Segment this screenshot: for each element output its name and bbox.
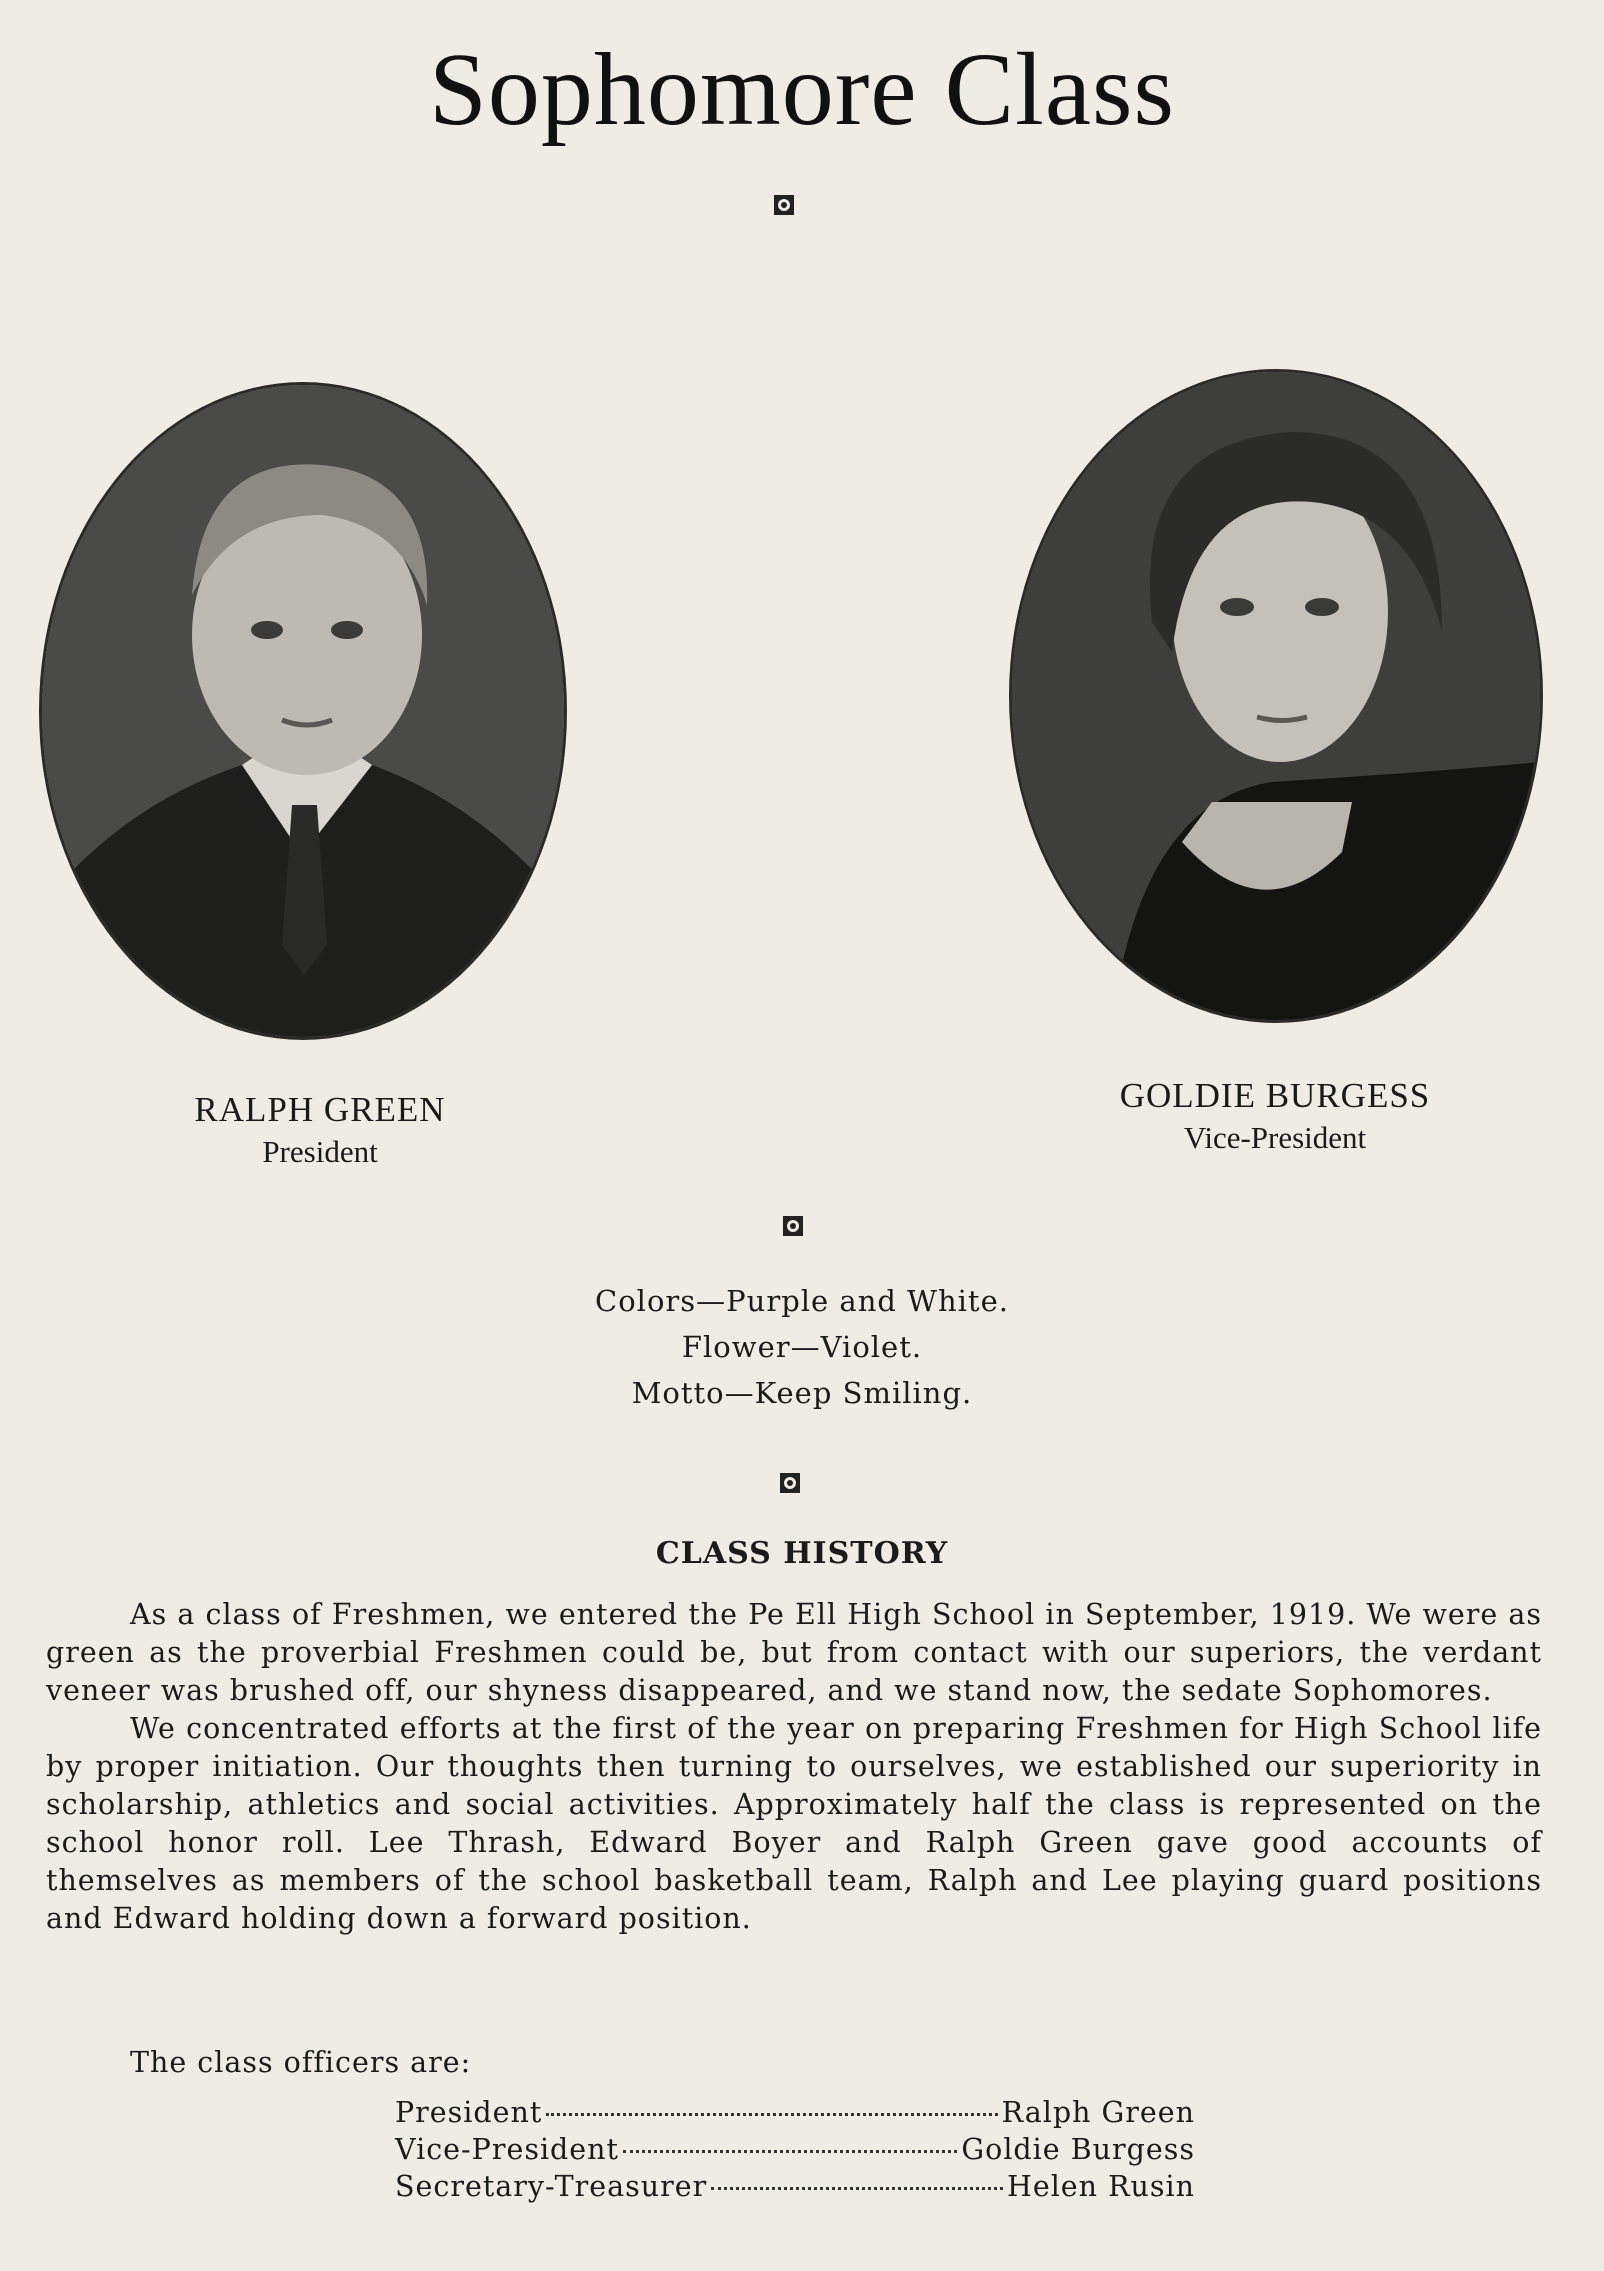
- class-facts: [0, 1278, 1604, 1416]
- class-motto: Motto—Keep Smiling.: [631, 1376, 973, 1410]
- portrait-ralph-green: [42, 385, 564, 1037]
- dot-leader: [546, 2113, 997, 2116]
- class-history-heading: CLASS HISTORY: [655, 1536, 949, 1571]
- history-paragraph: We concentrated efforts at the first of the year on preparing Freshmen for High School life by proper initiation. Our thoughts then turning to ourselves, we established our superiority in scholarship, athletics and social activities. Approximately half the class is represented on the school honor roll. Lee Thrash, Edward Boyer and Ralph Green gave good accounts of themselves as members of the school basketball team, Ralph and Lee playing guard positions and Edward holding down a forward position.: [46, 1712, 1542, 1935]
- caption-ralph-green: [120, 1090, 520, 1170]
- officer-role: President: [262, 1134, 378, 1169]
- officer-name: Helen Rusin: [1006, 2170, 1195, 2203]
- portrait-ralph-green-image: [42, 385, 564, 1037]
- officer-row: [395, 2168, 1195, 2205]
- officer-role: Vice-President: [1183, 1120, 1367, 1155]
- history-paragraph: As a class of Freshmen, we entered the Pe Ell High School in September, 1919. We were as green as the proverbial Freshmen could be, but from contact with our superiors, the verdant veneer was brushed off, our shyness disappeared, and we stand now, the sedate Sophomores.: [46, 1598, 1542, 1707]
- flower-ornament-icon: [780, 1213, 806, 1239]
- flower-ornament-icon: [777, 1470, 803, 1496]
- caption-goldie-burgess: [1075, 1076, 1475, 1156]
- officers-list: [395, 2094, 1195, 2205]
- officer-row: [395, 2094, 1195, 2131]
- portrait-goldie-burgess-image: [1012, 372, 1540, 1020]
- officer-title: Vice-President: [395, 2133, 619, 2166]
- page-title: Sophomore Class: [429, 32, 1175, 147]
- class-history-text: [46, 1596, 1542, 1938]
- dot-leader: [711, 2187, 1003, 2190]
- officers-intro: The class officers are:: [130, 2046, 472, 2079]
- class-flower: Flower—Violet.: [681, 1330, 923, 1364]
- officer-title: Secretary-Treasurer: [395, 2170, 708, 2203]
- officer-name: Goldie Burgess: [961, 2133, 1195, 2166]
- officer-name: GOLDIE BURGESS: [1119, 1076, 1431, 1115]
- flower-ornament-icon: [771, 192, 797, 218]
- officer-name: RALPH GREEN: [194, 1090, 446, 1129]
- portrait-goldie-burgess: [1012, 372, 1540, 1020]
- officer-row: [395, 2131, 1195, 2168]
- officer-title: President: [395, 2096, 543, 2129]
- class-colors: Colors—Purple and White.: [595, 1284, 1009, 1318]
- dot-leader: [623, 2150, 957, 2153]
- officer-name: Ralph Green: [1001, 2096, 1195, 2129]
